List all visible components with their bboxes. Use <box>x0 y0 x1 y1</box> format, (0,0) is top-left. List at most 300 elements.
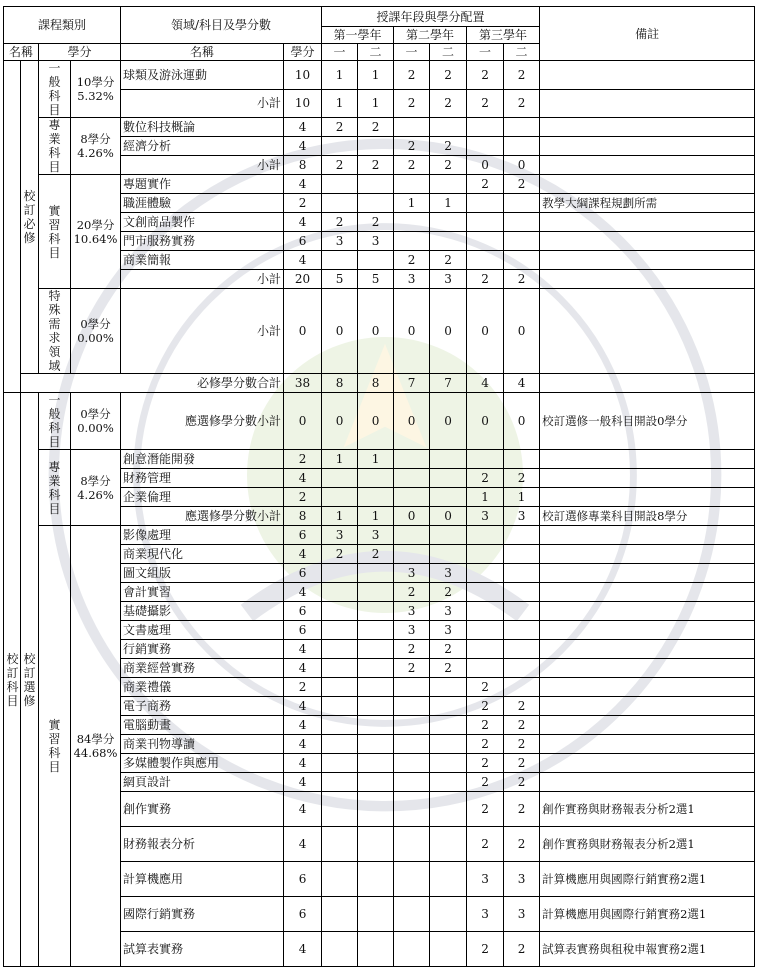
semester-credit: 2 <box>467 735 504 754</box>
semester-credit <box>504 526 540 545</box>
semester-credit: 1 <box>322 507 358 526</box>
header-domain-subject: 領域/科目及學分數 <box>121 7 322 44</box>
semester-credit: 0 <box>504 156 540 175</box>
remark-cell <box>540 488 755 507</box>
semester-credit <box>358 251 394 270</box>
semester-credit: 3 <box>504 897 540 932</box>
subject-name: 電子商務 <box>121 697 284 716</box>
required-label-text: 校訂必修 <box>23 189 36 245</box>
semester-credit <box>394 232 430 251</box>
subject-credit: 4 <box>284 773 322 792</box>
semester-credit: 3 <box>504 507 540 526</box>
subtotal-label: 小計 <box>121 289 284 374</box>
subject-name: 數位科技概論 <box>121 118 284 137</box>
group-credit-professional <box>71 118 121 175</box>
subject-credit: 6 <box>284 862 322 897</box>
semester-credit <box>322 735 358 754</box>
semester-credit <box>467 251 504 270</box>
semester-credit <box>504 137 540 156</box>
subject-name: 財務報表分析 <box>121 827 284 862</box>
semester-credit <box>504 602 540 621</box>
semester-credit: 3 <box>394 621 430 640</box>
semester-credit: 3 <box>394 564 430 583</box>
group-credit-practical <box>71 526 121 967</box>
semester-credit <box>358 897 394 932</box>
semester-credit: 2 <box>467 175 504 194</box>
semester-credit <box>430 897 467 932</box>
school-subject-col <box>4 61 21 393</box>
semester-credit <box>467 450 504 469</box>
subject-credit: 8 <box>284 156 322 175</box>
semester-credit: 1 <box>358 89 394 118</box>
semester-credit: 2 <box>394 251 430 270</box>
header-allocation: 授課年段與學分配置 <box>322 7 540 27</box>
semester-credit <box>322 716 358 735</box>
remark-cell <box>540 659 755 678</box>
semester-credit: 2 <box>467 469 504 488</box>
group-name-professional-text: 專業科目 <box>48 118 61 174</box>
semester-credit <box>504 659 540 678</box>
table-row <box>4 289 755 374</box>
required-total-credit: 38 <box>284 374 322 393</box>
semester-credit: 1 <box>322 89 358 118</box>
group-percent: 0.00% <box>77 331 114 345</box>
group-percent: 4.26% <box>77 487 114 502</box>
semester-credit: 0 <box>358 289 394 374</box>
elective-label <box>21 393 39 967</box>
semester-credit <box>504 545 540 564</box>
semester-credit <box>504 678 540 697</box>
semester-credit <box>394 488 430 507</box>
semester-credit <box>430 526 467 545</box>
table-row <box>4 526 755 545</box>
remark-cell: 計算機應用與國際行銷實務2選1 <box>540 862 755 897</box>
subject-credit: 20 <box>284 270 322 289</box>
subtotal-label: 應選修學分數小計 <box>121 507 284 526</box>
semester-credit <box>394 735 430 754</box>
subject-name: 文創商品製作 <box>121 213 284 232</box>
subject-credit: 4 <box>284 251 322 270</box>
semester-credit <box>430 118 467 137</box>
subject-credit: 4 <box>284 754 322 773</box>
subject-credit: 2 <box>284 450 322 469</box>
semester-credit <box>394 792 430 827</box>
semester-credit: 3 <box>322 526 358 545</box>
semester-credit <box>467 583 504 602</box>
header-year: 第二學年 <box>394 27 467 44</box>
semester-credit: 2 <box>467 773 504 792</box>
semester-credit <box>504 450 540 469</box>
group-name-special-text: 特殊需求領域 <box>48 289 61 373</box>
group-credit: 8學分 <box>80 473 111 488</box>
header-year: 第三學年 <box>467 27 540 44</box>
semester-credit: 0 <box>467 156 504 175</box>
semester-credit <box>394 897 430 932</box>
semester-credit <box>394 697 430 716</box>
semester-credit: 2 <box>430 61 467 90</box>
subject-credit: 4 <box>284 640 322 659</box>
semester-credit <box>358 716 394 735</box>
semester-credit: 0 <box>322 289 358 374</box>
header-category: 課程類別 <box>4 7 121 44</box>
remark-cell: 校訂選修一般科目開設0學分 <box>540 393 755 450</box>
semester-credit: 2 <box>394 89 430 118</box>
semester-credit: 2 <box>430 251 467 270</box>
elective-label-text: 校訂選修 <box>23 651 36 708</box>
semester-credit <box>358 621 394 640</box>
table-row <box>4 7 755 27</box>
semester-credit: 8 <box>358 374 394 393</box>
group-credit-practical <box>71 175 121 289</box>
semester-credit: 2 <box>430 659 467 678</box>
semester-credit: 3 <box>358 526 394 545</box>
semester-credit <box>467 526 504 545</box>
header-semester: 一 <box>394 44 430 61</box>
group-credit-professional <box>71 450 121 526</box>
semester-credit <box>358 862 394 897</box>
semester-credit <box>394 175 430 194</box>
semester-credit: 3 <box>430 270 467 289</box>
semester-credit: 0 <box>430 507 467 526</box>
subject-name: 商業經營實務 <box>121 659 284 678</box>
semester-credit: 1 <box>394 194 430 213</box>
group-credit-general <box>71 61 121 118</box>
semester-credit: 2 <box>394 61 430 90</box>
semester-credit <box>467 118 504 137</box>
table-row <box>4 450 755 469</box>
semester-credit <box>467 213 504 232</box>
semester-credit <box>358 175 394 194</box>
semester-credit: 2 <box>467 827 504 862</box>
semester-credit <box>358 640 394 659</box>
semester-credit <box>358 678 394 697</box>
semester-credit <box>430 545 467 564</box>
remark-cell <box>540 526 755 545</box>
semester-credit <box>358 194 394 213</box>
group-credit: 0學分 <box>80 317 111 331</box>
semester-credit: 1 <box>504 488 540 507</box>
subject-credit: 0 <box>284 289 322 374</box>
header-year: 第一學年 <box>322 27 394 44</box>
subject-name: 會計實習 <box>121 583 284 602</box>
semester-credit: 0 <box>467 289 504 374</box>
remark-cell <box>540 735 755 754</box>
group-credit: 0學分 <box>80 407 111 421</box>
semester-credit <box>430 716 467 735</box>
semester-credit: 3 <box>394 602 430 621</box>
semester-credit <box>358 932 394 967</box>
semester-credit: 3 <box>394 270 430 289</box>
remark-cell <box>540 61 755 90</box>
semester-credit <box>430 450 467 469</box>
header-semester: 二 <box>358 44 394 61</box>
semester-credit: 2 <box>394 659 430 678</box>
semester-credit <box>322 640 358 659</box>
subject-credit: 6 <box>284 232 322 251</box>
semester-credit: 0 <box>430 289 467 374</box>
semester-credit: 2 <box>394 583 430 602</box>
semester-credit <box>358 488 394 507</box>
subject-name: 多媒體製作與應用 <box>121 754 284 773</box>
semester-credit: 8 <box>322 374 358 393</box>
semester-credit <box>430 754 467 773</box>
remark-cell <box>540 716 755 735</box>
semester-credit <box>358 469 394 488</box>
semester-credit: 2 <box>322 545 358 564</box>
semester-credit: 1 <box>322 61 358 90</box>
remark-cell <box>540 232 755 251</box>
semester-credit <box>467 602 504 621</box>
semester-credit <box>394 716 430 735</box>
remark-cell <box>540 621 755 640</box>
semester-credit <box>467 659 504 678</box>
semester-credit <box>394 213 430 232</box>
group-name-practical-text: 實習科目 <box>48 203 61 260</box>
remark-cell <box>540 469 755 488</box>
subject-credit: 10 <box>284 89 322 118</box>
semester-credit: 3 <box>430 564 467 583</box>
group-credit: 8學分 <box>80 132 111 146</box>
remark-cell <box>540 754 755 773</box>
semester-credit: 5 <box>358 270 394 289</box>
semester-credit: 3 <box>467 507 504 526</box>
semester-credit <box>322 897 358 932</box>
semester-credit: 2 <box>430 137 467 156</box>
group-name-special <box>39 289 71 374</box>
group-name-professional <box>39 450 71 526</box>
semester-credit <box>322 621 358 640</box>
subject-credit: 6 <box>284 621 322 640</box>
semester-credit: 0 <box>394 289 430 374</box>
semester-credit: 2 <box>394 156 430 175</box>
remark-cell: 計算機應用與國際行銷實務2選1 <box>540 897 755 932</box>
semester-credit: 2 <box>467 678 504 697</box>
subtotal-label: 小計 <box>121 89 284 118</box>
semester-credit <box>504 251 540 270</box>
group-credit: 10學分 <box>76 75 115 89</box>
semester-credit: 2 <box>504 754 540 773</box>
group-name-general-text: 一般科目 <box>48 61 61 117</box>
remark-cell <box>540 450 755 469</box>
remark-cell <box>540 773 755 792</box>
semester-credit <box>358 697 394 716</box>
semester-credit: 2 <box>504 697 540 716</box>
semester-credit <box>322 602 358 621</box>
group-name-general <box>39 61 71 118</box>
subtotal-label: 小計 <box>121 270 284 289</box>
subject-credit: 4 <box>284 827 322 862</box>
subject-name: 職涯體驗 <box>121 194 284 213</box>
required-label <box>21 61 39 374</box>
group-name-practical <box>39 526 71 967</box>
subject-credit: 6 <box>284 897 322 932</box>
subject-name: 計算機應用 <box>121 862 284 897</box>
semester-credit: 1 <box>430 194 467 213</box>
subject-name: 專題實作 <box>121 175 284 194</box>
subtotal-label: 應選修學分數小計 <box>121 393 284 450</box>
remark-cell <box>540 564 755 583</box>
subject-credit: 4 <box>284 175 322 194</box>
table-row <box>4 374 755 393</box>
remark-cell <box>540 213 755 232</box>
subject-credit: 4 <box>284 545 322 564</box>
remark-cell: 創作實務與財務報表分析2選1 <box>540 792 755 827</box>
semester-credit: 1 <box>358 61 394 90</box>
subject-name: 商業現代化 <box>121 545 284 564</box>
semester-credit: 2 <box>467 754 504 773</box>
semester-credit <box>358 773 394 792</box>
subject-credit: 4 <box>284 118 322 137</box>
semester-credit: 7 <box>394 374 430 393</box>
subject-credit: 6 <box>284 564 322 583</box>
semester-credit <box>394 450 430 469</box>
semester-credit: 0 <box>504 289 540 374</box>
subject-credit: 6 <box>284 526 322 545</box>
semester-credit <box>358 754 394 773</box>
semester-credit: 2 <box>504 469 540 488</box>
table-row <box>4 175 755 194</box>
semester-credit: 2 <box>504 792 540 827</box>
semester-credit: 2 <box>504 89 540 118</box>
subject-name: 創作實務 <box>121 792 284 827</box>
group-name-professional <box>39 118 71 175</box>
semester-credit: 2 <box>467 716 504 735</box>
subject-name: 門市服務實務 <box>121 232 284 251</box>
header-subject-name: 名稱 <box>121 44 284 61</box>
subject-credit: 4 <box>284 716 322 735</box>
semester-credit: 3 <box>358 232 394 251</box>
semester-credit: 2 <box>430 583 467 602</box>
semester-credit: 3 <box>467 862 504 897</box>
semester-credit <box>322 932 358 967</box>
header-semester: 一 <box>322 44 358 61</box>
semester-credit <box>358 583 394 602</box>
semester-credit <box>504 640 540 659</box>
semester-credit: 5 <box>322 270 358 289</box>
semester-credit <box>358 564 394 583</box>
subject-credit: 4 <box>284 792 322 827</box>
semester-credit <box>467 621 504 640</box>
subject-name: 電腦動畫 <box>121 716 284 735</box>
subject-credit: 4 <box>284 583 322 602</box>
semester-credit <box>394 773 430 792</box>
semester-credit: 4 <box>504 374 540 393</box>
subject-credit: 10 <box>284 61 322 90</box>
semester-credit: 2 <box>504 61 540 90</box>
remark-cell <box>540 289 755 374</box>
semester-credit <box>322 251 358 270</box>
remark-cell <box>540 374 755 393</box>
table-row <box>4 61 755 90</box>
subtotal-label: 小計 <box>121 156 284 175</box>
semester-credit: 2 <box>394 137 430 156</box>
group-percent: 10.64% <box>73 231 118 246</box>
semester-credit <box>322 194 358 213</box>
semester-credit <box>394 932 430 967</box>
semester-credit: 2 <box>358 156 394 175</box>
semester-credit: 1 <box>358 507 394 526</box>
semester-credit: 2 <box>322 213 358 232</box>
subject-credit: 6 <box>284 602 322 621</box>
remark-cell <box>540 251 755 270</box>
semester-credit: 2 <box>504 827 540 862</box>
semester-credit <box>394 545 430 564</box>
semester-credit <box>430 488 467 507</box>
semester-credit <box>322 697 358 716</box>
semester-credit: 4 <box>467 374 504 393</box>
semester-credit: 2 <box>322 118 358 137</box>
semester-credit: 2 <box>504 932 540 967</box>
remark-cell <box>540 137 755 156</box>
semester-credit: 2 <box>467 792 504 827</box>
group-percent: 0.00% <box>77 421 114 435</box>
semester-credit: 3 <box>430 602 467 621</box>
semester-credit <box>394 862 430 897</box>
semester-credit: 0 <box>394 393 430 450</box>
semester-credit: 3 <box>322 232 358 251</box>
remark-cell <box>540 89 755 118</box>
subject-credit: 4 <box>284 213 322 232</box>
semester-credit <box>504 621 540 640</box>
semester-credit <box>322 137 358 156</box>
subject-credit: 4 <box>284 137 322 156</box>
remark-cell <box>540 697 755 716</box>
subject-name: 圖文組版 <box>121 564 284 583</box>
semester-credit <box>322 827 358 862</box>
group-percent: 5.32% <box>77 89 114 103</box>
semester-credit <box>322 583 358 602</box>
group-name-general <box>39 393 71 450</box>
group-name-general-text: 一般科目 <box>48 393 61 449</box>
table-row <box>4 118 755 137</box>
subject-credit: 2 <box>284 194 322 213</box>
remark-cell <box>540 175 755 194</box>
semester-credit <box>394 118 430 137</box>
remark-cell: 教學大綱課程規劃所需 <box>540 194 755 213</box>
remark-cell <box>540 678 755 697</box>
semester-credit <box>322 862 358 897</box>
semester-credit: 7 <box>430 374 467 393</box>
semester-credit <box>467 194 504 213</box>
semester-credit <box>322 678 358 697</box>
semester-credit <box>394 827 430 862</box>
subject-name: 商業刊物導讀 <box>121 735 284 754</box>
semester-credit: 2 <box>467 697 504 716</box>
semester-credit: 1 <box>322 450 358 469</box>
subject-name: 商業簡報 <box>121 251 284 270</box>
subject-name: 基礎攝影 <box>121 602 284 621</box>
semester-credit: 0 <box>358 393 394 450</box>
semester-credit: 2 <box>504 773 540 792</box>
header-semester: 二 <box>504 44 540 61</box>
remark-cell <box>540 602 755 621</box>
semester-credit <box>504 213 540 232</box>
semester-credit: 2 <box>394 640 430 659</box>
semester-credit: 0 <box>322 393 358 450</box>
semester-credit <box>358 659 394 678</box>
semester-credit: 3 <box>467 897 504 932</box>
semester-credit: 0 <box>467 393 504 450</box>
semester-credit <box>358 602 394 621</box>
subject-name: 經濟分析 <box>121 137 284 156</box>
semester-credit <box>322 564 358 583</box>
remark-cell <box>540 545 755 564</box>
remark-cell <box>540 583 755 602</box>
semester-credit <box>430 932 467 967</box>
group-credit: 84學分 <box>76 732 115 746</box>
semester-credit <box>358 792 394 827</box>
subject-name: 企業倫理 <box>121 488 284 507</box>
